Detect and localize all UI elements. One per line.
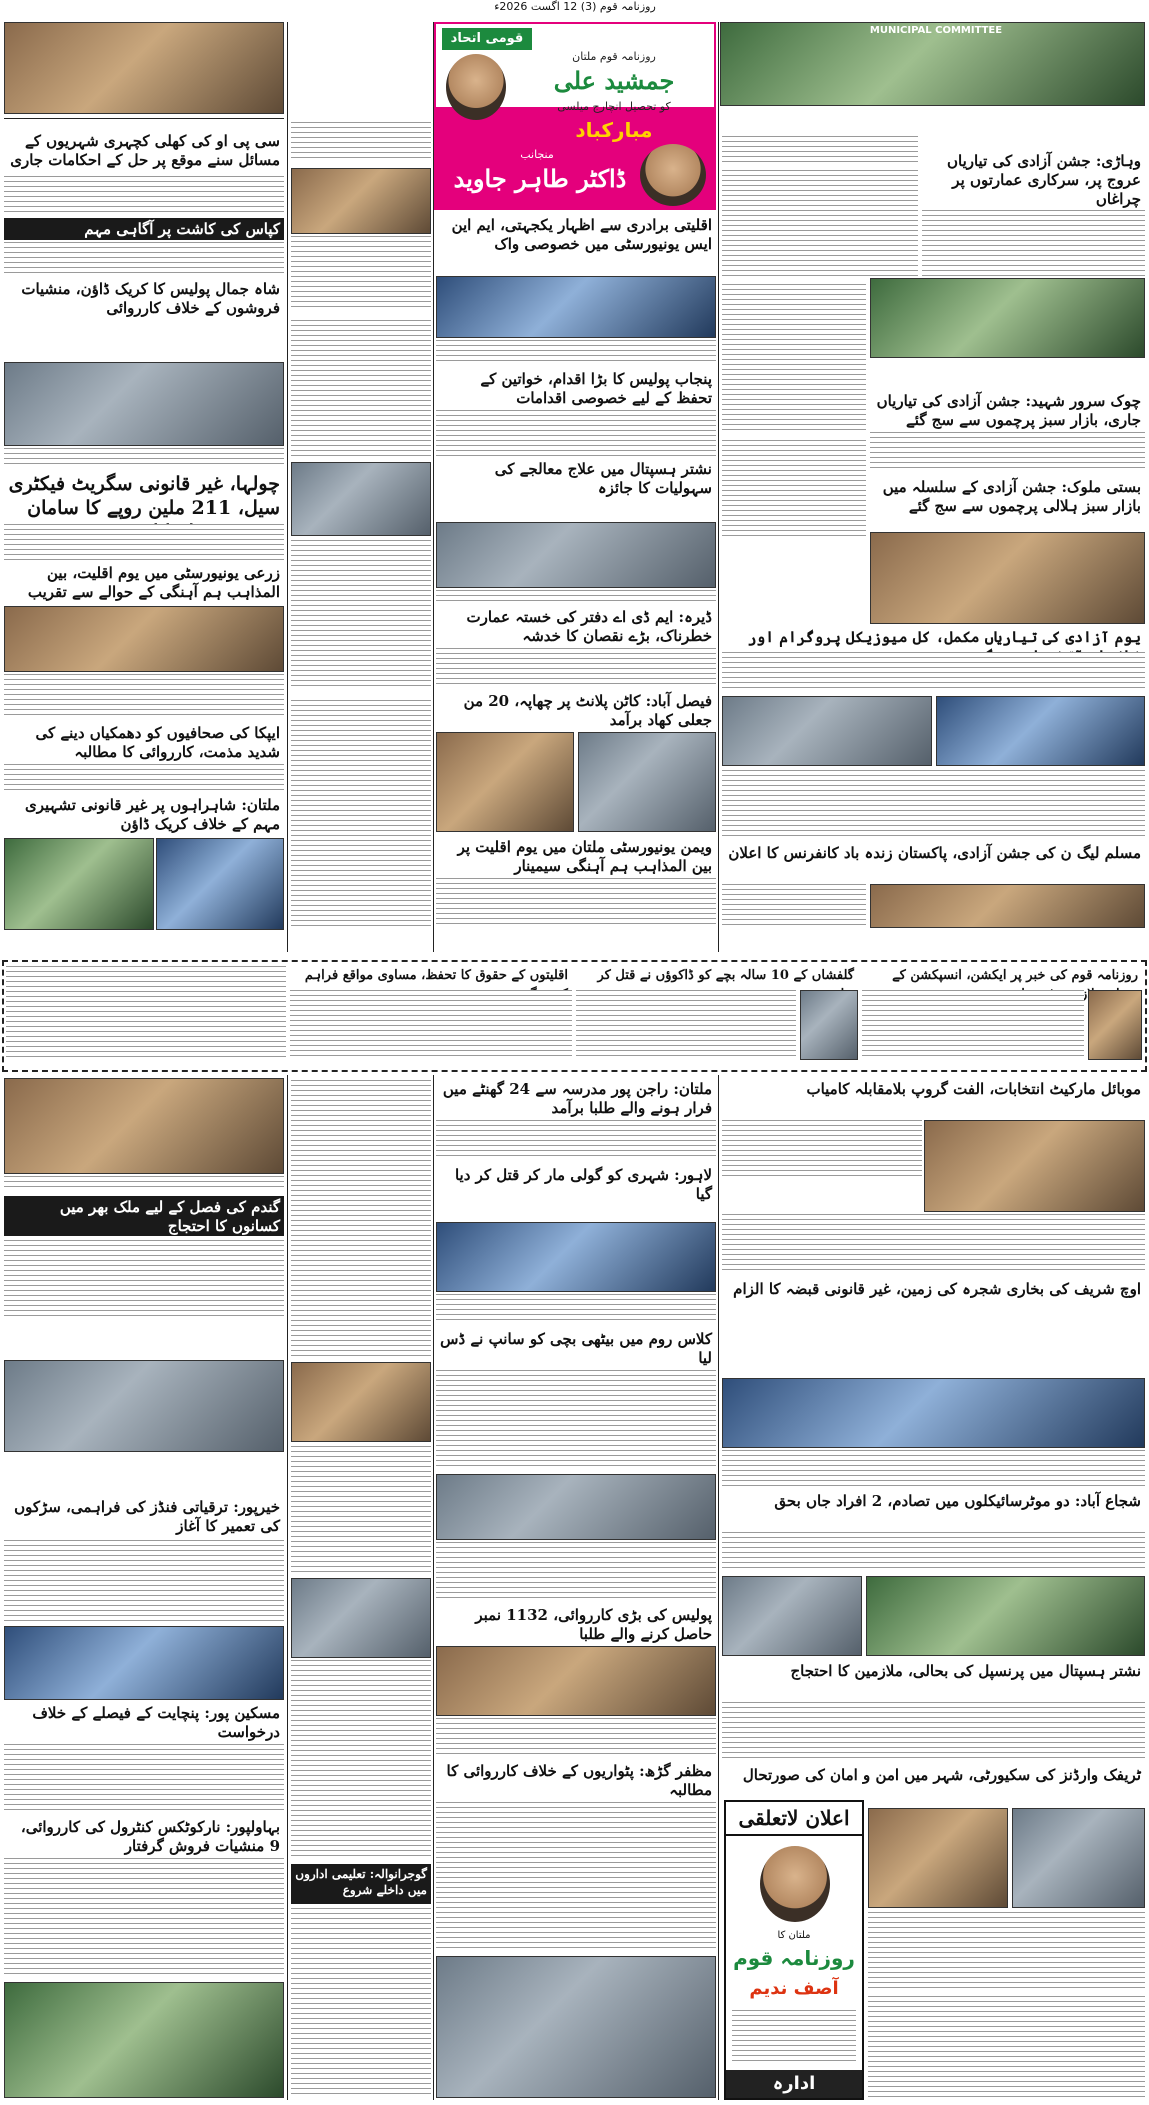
- walk-photo: [436, 276, 716, 338]
- student-photo: [291, 1578, 431, 1658]
- group-photo: [436, 1646, 716, 1716]
- article-text: [4, 764, 284, 792]
- article-text: [291, 320, 431, 460]
- hospital-photo: [436, 522, 716, 588]
- article-text: [436, 590, 716, 604]
- article-text: [291, 236, 431, 310]
- headline: ملتان: شاہراہوں پر غیر قانونی تشہیری مہم کے خلاف کریک ڈاؤن: [24, 796, 280, 833]
- news-photo: [722, 696, 932, 766]
- police-photo: [4, 362, 284, 446]
- police-photo: [866, 1576, 1145, 1656]
- headline: کپاس کی کاشت پر آگاہی مہم: [4, 218, 284, 240]
- article-text: [6, 966, 286, 1060]
- headline: چولہا، غیر قانونی سگریٹ فیکٹری سیل، 211 ملین روپے کا سامان: [8, 473, 280, 519]
- headline: بستی ملوک: جشن آزادی کے سلسلہ میں بازار سبز ہلالی پرچموں سے سج گئے: [882, 478, 1141, 515]
- news-photo: [4, 22, 284, 114]
- election-photo: [924, 1120, 1145, 1212]
- article-text: [291, 700, 431, 926]
- notice-name: آصف ندیم: [749, 1978, 839, 1999]
- article-text: [722, 136, 918, 166]
- news-photo: [936, 696, 1145, 766]
- divider: [4, 118, 284, 119]
- article-text: [436, 410, 716, 456]
- headline: نشتر ہسپتال میں پرنسپل کی بحالی، ملازمین کا احتجاج: [790, 1662, 1141, 1680]
- portrait-photo: [640, 144, 706, 206]
- headline: ملتان: راجن پور مدرسہ سے 24 گھنٹے میں فرار ہونے والے طلبا برآمد: [442, 1080, 712, 1117]
- headline: خیرپور: ترقیاتی فنڈز کی فراہمی، سڑکوں کی تعمیر کا آغاز: [14, 1498, 280, 1535]
- news-photo: [722, 1378, 1145, 1448]
- article-text: [4, 448, 284, 468]
- ad-name: جمشید علی: [553, 66, 675, 95]
- article-text: [722, 440, 866, 540]
- article-text: [291, 540, 431, 690]
- column-divider: [433, 1075, 434, 2100]
- street-photo: [4, 838, 154, 930]
- headline: سی پی او کی کھلی کچہری شہریوں کے مسائل سنے موقع پر حل کے احکامات جاری: [10, 132, 280, 169]
- headline: مظفر گڑھ: پٹواریوں کے خلاف کارروائی کا مطالبہ: [446, 1762, 712, 1799]
- article-text: [436, 878, 716, 926]
- article-text: [436, 1542, 716, 1602]
- article-text: [291, 1446, 431, 1576]
- headline: بہاولپور: نارکوٹکس کنٹرول کی کارروائی، 9 منشیات فروش گرفتار: [20, 1818, 280, 1855]
- child-photo: [291, 1362, 431, 1442]
- portrait-photo: [291, 168, 431, 234]
- conference-photo: [436, 1474, 716, 1540]
- news-photo: [870, 884, 1145, 928]
- headline: شجاع آباد: دو موٹرسائیکلوں میں تصادم، 2 افراد جاں بحق: [774, 1492, 1141, 1510]
- article-text: [436, 1370, 716, 1470]
- ad-paper: روزنامہ قوم ملتان: [572, 50, 656, 63]
- banner-label: MUNICIPAL COMMITTEE: [869, 25, 1003, 36]
- article-text: [4, 1540, 284, 1624]
- portrait-photo: [760, 1846, 830, 1922]
- portrait-photo: [446, 54, 506, 120]
- article-text: [291, 1660, 431, 1860]
- headline: یوم آزادی کی تیاریاں مکمل، کل میوزیکل پروگرام اور: [747, 628, 1141, 646]
- ad-wish: مبارکباد: [575, 118, 653, 142]
- headline: گندم کی فصل کے لیے ملک بھر میں کسانوں کا احتجاج: [4, 1196, 284, 1236]
- headline: ایپکا کی صحافیوں کو دھمکیاں دینے کی شدید مذمت، کارروائی کا مطالبہ: [35, 724, 280, 761]
- headline: اوچ شریف کی بخاری شجرہ کی زمین، غیر قانونی قبضہ کا الزام: [733, 1280, 1141, 1298]
- article-text: [722, 1120, 922, 1180]
- article-text: [870, 432, 1145, 472]
- headline: مسکین پور: پنچایت کے فیصلے کے خلاف درخواست: [32, 1704, 280, 1741]
- headline: نشتر ہسپتال میں علاج معالجے کی سہولیات کا جائزہ: [494, 460, 712, 497]
- article-text: [290, 990, 572, 1060]
- disclaimer-notice: [724, 1800, 864, 2100]
- article-text: [4, 1176, 284, 1190]
- article-text: [862, 990, 1084, 1060]
- independence-photo: [870, 278, 1145, 358]
- column-divider: [287, 22, 288, 952]
- article-text: [722, 1532, 1145, 1572]
- article-text: [4, 1240, 284, 1320]
- article-text: [4, 176, 284, 216]
- faces-grid-photo: [870, 532, 1145, 624]
- portrait-photo: [1088, 990, 1142, 1060]
- headline: فیصل آباد: کاٹن پلانٹ پر چھاپہ، 20 من جعلی کھاد برآمد: [463, 692, 712, 729]
- article-text: [722, 1450, 1145, 1486]
- headline: وہاڑی: جشن آزادی کی تیاریاں عروج پر، سرکاری عمارتوں پر چراغاں: [946, 152, 1141, 208]
- column-divider: [718, 22, 719, 952]
- notice-paper: روزنامہ قوم: [733, 1946, 855, 1970]
- article-text: [436, 1120, 716, 1160]
- date-line: روزنامہ قوم (3) 12 اگست 2026ء: [494, 0, 656, 13]
- headline: شاہ جمال پولیس کا کریک ڈاؤن، منشیات فروشوں کے خلاف کارروائی: [21, 280, 280, 317]
- article-text: [722, 1214, 1145, 1274]
- article-text: [291, 1908, 431, 2098]
- seminar-photo: [4, 606, 284, 672]
- site-photo: [868, 1808, 1008, 1908]
- street-photo: [156, 838, 284, 930]
- raid-photo: [578, 732, 716, 832]
- article-text: [436, 1718, 716, 1758]
- article-text: [436, 1802, 716, 1952]
- headline: گلفشاں کے 10 سالہ بچے کو ڈاکوؤں نے قتل کر: [597, 968, 854, 983]
- ad-badge: قومی اتحاد: [442, 28, 532, 50]
- headline: ٹریفک وارڈنز کی سکیورٹی، شہر میں امن و امان کی صورتحال: [742, 1766, 1141, 1784]
- portrait-photo: [800, 990, 858, 1060]
- headline: لاہور: شہری کو گولی مار کر قتل کر دیا گیا: [454, 1166, 712, 1203]
- article-text: [4, 242, 284, 276]
- article-text: [4, 674, 284, 718]
- headline: اقلیتوں کے حقوق کا تحفظ، مساوی مواقع فراہم: [304, 968, 568, 983]
- news-photo: [4, 1626, 284, 1700]
- article-text: [722, 770, 1145, 840]
- article-text: [4, 1744, 284, 1814]
- headline: موبائل مارکیٹ انتخابات، الفت گروپ بلامقابلہ کامیاب: [806, 1080, 1141, 1098]
- headline: مسلم لیگ ن کی جشن آزادی، پاکستان زندہ باد کانفرنس کا اعلان: [728, 844, 1141, 862]
- headline: کلاس روم میں بیٹھی بچی کو سانپ نے ڈس لیا: [440, 1330, 712, 1367]
- article-text: [436, 648, 716, 688]
- article-text: [4, 524, 284, 560]
- police-photo: [4, 1982, 284, 2098]
- article-text: [436, 340, 716, 364]
- article-text: [922, 210, 1145, 276]
- headline: ویمن یونیورسٹی ملتان میں یوم اقلیت پر بین المذاہب ہم آہنگی سیمینار: [457, 838, 712, 875]
- article-text: [722, 284, 866, 434]
- ad-from: منجانب: [520, 148, 554, 161]
- ad-sender: ڈاکٹر طاہر جاوید: [453, 164, 627, 193]
- article-text: [291, 122, 431, 162]
- article-text: [576, 990, 796, 1060]
- meeting-photo: [436, 1222, 716, 1292]
- headline: ڈیرہ: ایم ڈی اے دفتر کی خستہ عمارت خطرناک، بڑے نقصان کا خدشہ: [466, 608, 712, 645]
- article-text: [722, 170, 918, 278]
- portrait-photo: [1012, 1808, 1145, 1908]
- column-divider: [287, 1075, 288, 2100]
- article-text: [436, 1294, 716, 1324]
- notice-city: ملتان کا: [777, 1930, 811, 1941]
- article-text: [868, 1996, 1145, 2098]
- article-text: [291, 1200, 431, 1360]
- headline: روزنامہ قوم کی خبر پر ایکشن، انسپکشن کے: [892, 968, 1138, 983]
- news-photo: [291, 462, 431, 536]
- headline: زرعی یونیورسٹی میں یوم اقلیت، بین المذاہب ہم آہنگی کے حوالے سے تقریب: [27, 564, 280, 601]
- article-text: [722, 884, 866, 928]
- road-photo: [436, 1956, 716, 2098]
- ad-role: کو تحصیل انچارج میلسی: [557, 100, 671, 113]
- meeting-photo: [4, 1360, 284, 1452]
- article-text: [291, 1080, 431, 1198]
- column-divider: [718, 1075, 719, 2100]
- notice-title: اعلان لاتعلقی: [726, 1802, 862, 1836]
- headline: پنجاب پولیس کا بڑا اقدام، خواتین کے تحفظ کے لیے خصوصی اقدامات: [480, 370, 712, 407]
- article-text: [868, 1912, 1145, 1992]
- headline: چوک سرور شہید: جشن آزادی کی تیاریاں جاری، بازار سبز پرچموں سے سج گئے: [876, 392, 1141, 429]
- article-text: [722, 652, 1145, 692]
- notice-text: [732, 2010, 856, 2064]
- municipal-photo: [720, 22, 1145, 106]
- protest-photo: [4, 1078, 284, 1174]
- article-text: [4, 1858, 284, 1978]
- headline: اقلیتی برادری سے اظہار یکجہتی، ایم این ایس یونیورسٹی میں خصوصی واک: [451, 216, 712, 253]
- article-text: [722, 1702, 1145, 1762]
- headline: گوجرانوالہ: تعلیمی اداروں میں داخلے شروع: [291, 1864, 431, 1904]
- raid-photo: [436, 732, 574, 832]
- document-photo: [722, 1576, 862, 1656]
- notice-footer: ادارہ: [726, 2070, 862, 2098]
- congratulation-ad: [434, 22, 716, 210]
- headline: پولیس کی بڑی کارروائی، 1132 نمبر حاصل کرنے والے طلبا: [475, 1606, 712, 1643]
